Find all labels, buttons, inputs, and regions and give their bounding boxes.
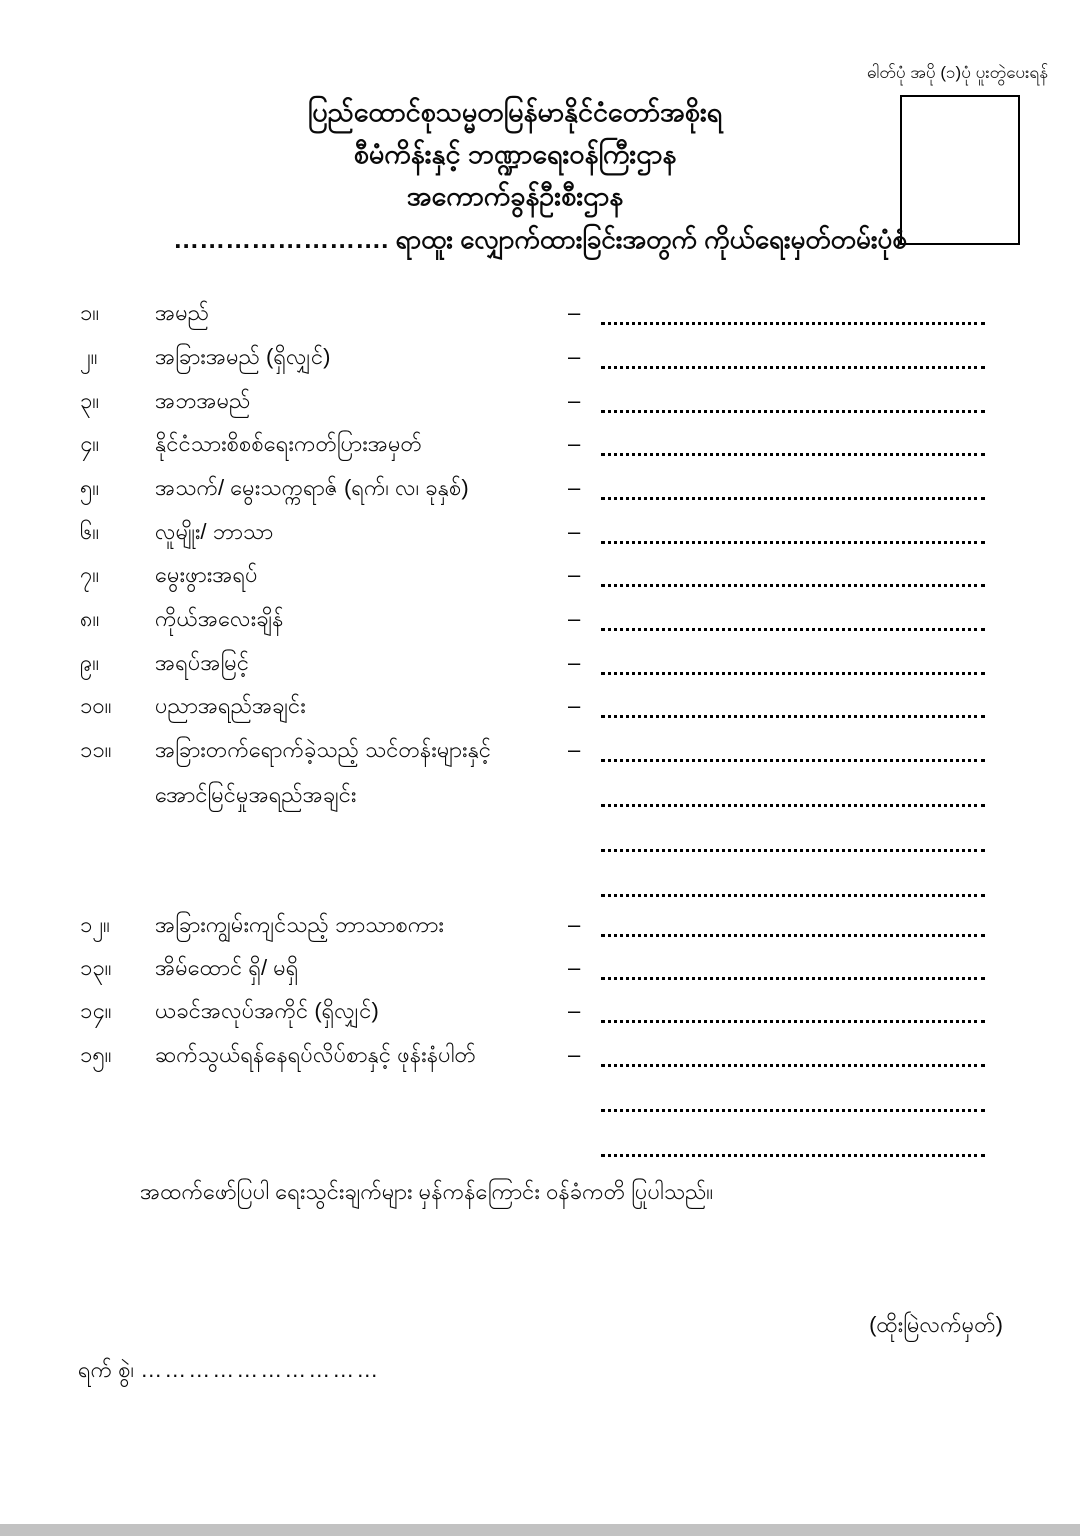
dotted-entry-line xyxy=(601,728,985,762)
item-dash: – xyxy=(568,344,581,369)
dotted-entry-line xyxy=(601,422,985,456)
form-item-row xyxy=(0,1033,1080,1077)
dotted-entry-line xyxy=(601,1078,985,1112)
item-label: ပညာအရည်အချင်း xyxy=(155,693,306,718)
item-number: ၁၄။ xyxy=(80,998,112,1023)
item-label: လူမျိုး/ ဘာသာ xyxy=(155,519,274,544)
title-department: အကောက်ခွန်ဦးစီးဌာန xyxy=(406,181,624,211)
dotted-entry-line xyxy=(601,863,985,897)
form-item-row xyxy=(0,989,1080,1033)
item-number: ၂။ xyxy=(80,344,98,369)
dotted-entry-line xyxy=(601,553,985,587)
date-line xyxy=(78,1348,380,1392)
form-item-row-continued xyxy=(0,773,1080,817)
item-number: ၃။ xyxy=(80,388,100,413)
item-dash: – xyxy=(568,562,581,587)
item-number: ၁။ xyxy=(80,300,100,325)
item-label: အခြားတက်ရောက်ခဲ့သည့် သင်တန်းများနှင့် xyxy=(155,737,492,762)
dotted-entry-line xyxy=(601,773,985,807)
item-dash: – xyxy=(568,998,581,1023)
declaration-statement: အထက်ဖော်ပြပါ ရေးသွင်းချက်များ မှန်ကန်ကြောင်း ဝန်ခံကတိ ပြုပါသည်။ xyxy=(140,1179,714,1204)
form-item-row xyxy=(0,684,1080,728)
form-item-row xyxy=(0,291,1080,335)
form-item-row xyxy=(0,510,1080,554)
dotted-entry-line xyxy=(601,946,985,980)
item-label: ကိုယ်အလေးချိန် xyxy=(155,606,284,631)
item-number: ၇။ xyxy=(80,562,100,587)
item-number: ၁၀။ xyxy=(80,693,112,718)
item-number: ၅။ xyxy=(80,475,100,500)
item-dash: – xyxy=(568,955,581,980)
form-item-extra-line xyxy=(0,863,1080,907)
date-dotted-line: ………………………… xyxy=(140,1357,381,1382)
item-label: အမည် xyxy=(155,300,210,325)
dotted-entry-line xyxy=(601,291,985,325)
item-dash: – xyxy=(568,431,581,456)
item-label: ယခင်အလုပ်အကိုင် (ရှိလျှင်) xyxy=(155,998,379,1023)
dotted-entry-line xyxy=(601,335,985,369)
item-number: ၆။ xyxy=(80,519,100,544)
item-label: အဘအမည် xyxy=(155,388,251,413)
item-dash: – xyxy=(568,650,581,675)
item-dash: – xyxy=(568,737,581,762)
dotted-entry-line xyxy=(601,684,985,718)
dotted-entry-line xyxy=(601,597,985,631)
dotted-entry-line xyxy=(601,989,985,1023)
item-dash: – xyxy=(568,912,581,937)
signature-label: (ထိုးမြဲလက်မှတ်) xyxy=(869,1312,1003,1337)
form-item-row xyxy=(0,335,1080,379)
dotted-entry-line xyxy=(601,1123,985,1157)
form-item-row xyxy=(0,946,1080,990)
item-number: ၁၂။ xyxy=(80,912,110,937)
item-dash: – xyxy=(568,519,581,544)
dotted-entry-line xyxy=(601,379,985,413)
item-dash: – xyxy=(568,300,581,325)
item-dash: – xyxy=(568,606,581,631)
item-label: ဆက်သွယ်ရန်နေရပ်လိပ်စာနှင့် ဖုန်းနံပါတ် xyxy=(155,1042,476,1067)
item-dash: – xyxy=(568,693,581,718)
item-label: အရပ်အမြင့် xyxy=(155,650,250,675)
item-number: ၈။ xyxy=(80,606,100,631)
form-item-row xyxy=(0,597,1080,641)
dotted-entry-line xyxy=(601,818,985,852)
bottom-edge-bar xyxy=(0,1524,1080,1536)
photo-attach-note: ဓါတ်ပုံ အပို (၁)ပုံ ပူးတွဲပေးရန် xyxy=(866,63,1048,82)
form-item-extra-line xyxy=(0,1078,1080,1122)
form-item-row xyxy=(0,422,1080,466)
item-number: ၉။ xyxy=(80,650,100,675)
dotted-entry-line xyxy=(601,466,985,500)
item-label: မွေးဖွားအရပ် xyxy=(155,562,258,587)
item-number: ၁၁။ xyxy=(80,737,112,762)
item-number: ၁၃။ xyxy=(80,955,112,980)
form-item-row xyxy=(0,641,1080,685)
form-item-extra-line xyxy=(0,1123,1080,1167)
dotted-entry-line xyxy=(601,903,985,937)
form-item-extra-line xyxy=(0,818,1080,862)
dotted-entry-line xyxy=(601,1033,985,1067)
item-label: အခြားအမည် (ရှိလျှင်) xyxy=(155,344,331,369)
dotted-entry-line xyxy=(601,510,985,544)
form-item-row xyxy=(0,728,1080,772)
item-label: နိုင်ငံသားစိစစ်ရေးကတ်ပြားအမှတ် xyxy=(155,431,422,456)
form-item-row xyxy=(0,553,1080,597)
item-label: အခြားကျွမ်းကျင်သည့် ဘာသာစကား xyxy=(155,912,444,937)
dotted-entry-line xyxy=(601,641,985,675)
item-number: ၁၅။ xyxy=(80,1042,112,1067)
title-ministry: စီမံကိန်းနှင့် ဘဏ္ဍာရေးဝန်ကြီးဌာန xyxy=(353,139,677,169)
item-dash: – xyxy=(568,1042,581,1067)
item-dash: – xyxy=(568,388,581,413)
item-dash: – xyxy=(568,475,581,500)
date-label: ရက် စွဲ၊ xyxy=(78,1357,135,1382)
form-item-row xyxy=(0,466,1080,510)
form-item-row xyxy=(0,903,1080,947)
item-number: ၄။ xyxy=(80,431,100,456)
item-label: အိမ်ထောင် ရှိ/ မရှိ xyxy=(155,955,299,980)
form-item-row xyxy=(0,379,1080,423)
item-label-line2: အောင်မြင်မှုအရည်အချင်း xyxy=(155,782,357,807)
form-subtitle: ……………………. ရာထူး လျှောက်ထားခြင်းအတွက် ကိုယ်ရေးမှတ်တမ်းပုံစံ xyxy=(173,224,907,254)
title-government: ပြည်ထောင်စုသမ္မတမြန်မာနိုင်ငံတော်အစိုးရ xyxy=(307,97,723,127)
item-label: အသက်/ မွေးသက္ကရာဇ် (ရက်၊ လ၊ ခုနှစ်) xyxy=(155,475,469,500)
